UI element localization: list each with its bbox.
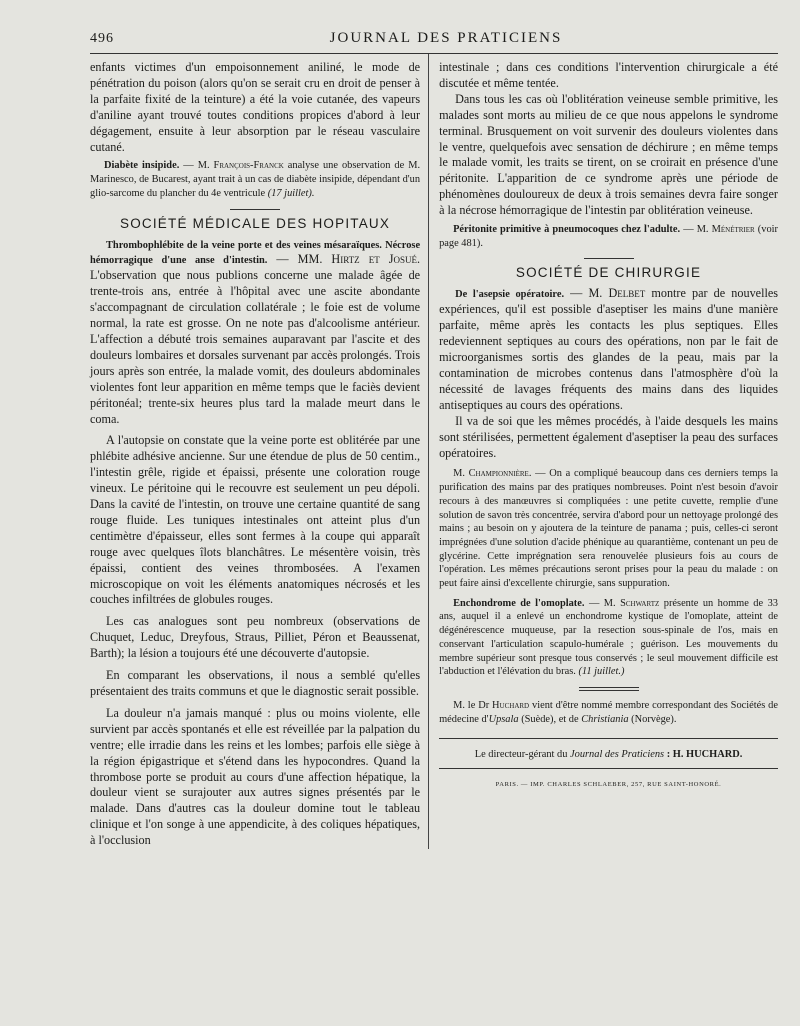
signature-journal-name: Journal des Praticiens: [570, 749, 665, 761]
left-column: [90, 54, 428, 849]
director-signature: Le directeur-gérant du Journal des Praticiens : H. HUCHARD.: [439, 738, 778, 769]
intestinale-paragraph: intestinale ; dans ces conditions l'intervention chirurgicale a été discutée et même tentée.: [439, 60, 778, 90]
championniere-item: M. Championnière. — On a compliqué beaucoup dans ces derniers temps la purification des mains par des pratiques nombreuses. Point n'est besoin d'avoir recours à des manœuvres si compliquées : une petite cuvette, remplie d'une solution de savon très concentrée, servira d'abord pour un nettoyage prolongé des mains ; au besoin on y ajoutera de la teinture de panama ; puis, celles-ci seront imprégnées d'une solution d'acide phénique au quarantième, contenant un peu de glycérine. Cette imprégnation sera renouvelée plusieurs fois au cours de l'opération. Les mêmes précautions seront prises pour la peau du malade : on peut faire ainsi d'excellente chirurgie, sans suppuration.: [439, 468, 778, 590]
author-schwartz: Schwartz: [620, 597, 660, 609]
douleur-paragraph: La douleur n'a jamais manqué : plus ou moins violente, elle survient par accès spontanés et elle est réveillée par la palpation du ventre; elle irradie dans les reins et les lombes; parfois elle siège à la région épigastrique et s'étend dans les hypocondres. Quand la thrombose porte se produit au cours d'une affection hépatique, la douleur vient se surajouter aux autres signes présentés par le malade. Dans d'autres cas la douleur domine tout le tableau clinique et l'on songe à une appendicite, à des coliques hépatiques, à l'occlusion: [90, 705, 421, 848]
section-title-chirurgie: SOCIÉTÉ DE CHIRURGIE: [515, 265, 702, 281]
journal-title: JOURNAL DES PRATICIENS: [329, 30, 563, 46]
peritonite-item: Péritonite primitive à pneumocoques chez l'adulte. — M. Ménétrier (voir page 481).: [439, 224, 778, 249]
page-header: [90, 30, 778, 47]
author-francois-franck: François-Franck: [213, 160, 284, 172]
va-de-soi-paragraph: Il va de soi que les mêmes procédés, à l'aide desquels les mains sont stérilisées, permettent également d'aseptiser la peau des surfaces opératoires.: [439, 413, 778, 460]
diabetes-item: Diabète insipide. — M. François-Franck analyse une observation de M. Marinesco, de Bucarest, ayant trait à un cas de diabète insipide, dépendant d'un glio-sarcome du plancher du 4e ventricule (17 juillet).: [90, 160, 421, 199]
asepsie-item: De l'asepsie opératoire. — M. Delbet montre par de nouvelles expériences, qu'il est possible d'aseptiser les mains d'une manière parfaite, même après les contacts les plus septiques. Elles redeviennent septiques au cours des opérations, non par le fait de microorganismes sortis des glandes de la peau, mais par la contamination de microbes contenus dans l'atmosphère d'où la nécessité de lavages fréquents des mains dans des liquides antiseptiques au cours des opérations.: [439, 286, 779, 412]
author-delbet: Delbet: [608, 286, 646, 301]
diabetes-heading: Diabète insipide.: [104, 160, 180, 172]
right-column: [428, 54, 778, 849]
huchard-notice: M. le Dr Huchard vient d'être nommé membre correspondant des Sociétés de médecine d'Upsala (Suède), et de Christiania (Norvège).: [439, 699, 778, 725]
section-rule: [230, 209, 280, 210]
page-number: 496: [90, 31, 114, 46]
printer-imprint: PARIS. — IMP. CHARLES SCHLAEBER, 257, RUE SAINT-HONORÉ.: [495, 781, 722, 789]
asepsie-heading: De l'asepsie opératoire.: [455, 289, 565, 301]
cas-analogues-paragraph: Les cas analogues sont peu nombreux (observations de Chuquet, Leduc, Dreyfous, Straus, Pilliet, Péron et Beaussenat, Barth); la lésion a toujours été une découverte d'autopsie.: [90, 614, 421, 661]
enchondrome-date: (11 juillet.): [578, 666, 625, 678]
thrombophlebite-item: Thrombophlébite de la veine porte et des veines mésaraïques. Nécrose hémorragique d'une anse d'intestin. — MM. Hirtz et Josué. L'observation que nous publions concerne une malade âgée de trente-trois ans, entrée à l'hôpital avec une ascite abondante s'accompagnant de circulation collatérale ; le foie est de volume normal, la rate est grosse. On ne note pas d'alcoolisme antérieur. L'affection a débuté trois semaines auparavant par l'ascite et des douleurs lombaires et dorsales survenant par accès prolongés. Trois jours après son entrée, la malade vomit, des douleurs abdominales violentes font leur apparition en même temps que le faciès devient péritonéal; trente-six heures plus tard la malade meurt dans le coma.: [90, 239, 421, 426]
oblitération-paragraph: Dans tous les cas où l'oblitération veineuse semble primitive, les malades sont morts au milieu de ce que nous appelons le syndrome terminal. Brusquement on voit survenir des douleurs violentes dans le ventre, quelquefois avec sensation de déchirure ; en même temps le malade vomit, les traits se tirent, on se croirait en présence d'une péritonite. L'apparition de ce syndrome après une période de phénomènes douloureux de deux à trois semaines devra faire songer à la nécrose hémorragique de l'intestin par oblitération veineuse.: [439, 91, 778, 218]
authors-hirtz-josue: Hirtz et Josué.: [331, 252, 421, 267]
city-upsala: Upsala: [488, 713, 519, 725]
thrombophlebite-heading: Thrombophlébite de la veine porte et des veines mésaraïques. Nécrose hémorragique d'une anse d'intestin.: [90, 239, 421, 267]
two-columns: [90, 54, 778, 849]
enchondrome-item: Enchondrome de l'omoplate. — M. Schwartz présente un homme de 33 ans, auquel il a enlevé un enchondrome kystique de l'omoplate, atteint de dégénérescence muqueuse, par la resection sous-spinale de l'os, mais en conservant l'articulation scapulo-humérale ; guérison. Les mouvements du membre supérieur sont presque tous conservés ; le seul mouvement difficile est l'abduction et l'élévation du bras. (11 juillet.): [439, 597, 778, 678]
autopsie-paragraph: A l'autopsie on constate que la veine porte est oblitérée par une phlébite adhésive ancienne. Sur une étendue de plus de 50 centim., l'intestin grêle, rigide et épaissi, présente une coloration rouge vineux. Le péritoine qui le recouvre est seulement un peu dépoli. Dans la cavité de l'intestin, on trouve une certaine quantité de sang rouge fluide. Les tuniques intestinales ont atteint plus d'un centimètre d'épaisseur, elles sont fermes à la coupe qui apparaît rouge avec quelques îlots blanchâtres. Le mésentère voisin, très épaissi, contient des veines thrombosées. A l'examen microscopique on voit les éléments anatomiques nécrosés et les couches infiltrées de globules rouges.: [90, 433, 421, 607]
section-rule: [584, 258, 634, 259]
author-menetrier: Ménétrier: [711, 224, 755, 236]
name-huchard: Huchard: [492, 699, 530, 711]
section-title-hopitaux: SOCIÉTÉ MÉDICALE DES HOPITAUX: [119, 215, 391, 231]
peritonite-heading: Péritonite primitive à pneumocoques chez l'adulte.: [453, 224, 681, 236]
author-championniere: Championnière.: [468, 468, 532, 480]
double-rule: [579, 687, 639, 691]
city-christiania: Christiania: [581, 713, 629, 725]
diabetes-date: (17 juillet).: [267, 187, 315, 199]
aniline-paragraph: enfants victimes d'un empoisonnement aniliné, le mode de pénétration du poison (alors qu'on se serait cru en droit de penser à la parfaite fixité de la teinture) a été la voie cutanée, des vapeurs d'aniline ayant trouvé toutes conditions propices d'abord à leur dégagement, ensuite à leur absorption par le réseau vasculaire cutané.: [90, 60, 421, 154]
comparant-paragraph: En comparant les observations, il nous a semblé qu'elles présentaient des traits communs et que le diagnostic serait possible.: [90, 668, 421, 699]
enchondrome-heading: Enchondrome de l'omoplate.: [453, 597, 585, 609]
